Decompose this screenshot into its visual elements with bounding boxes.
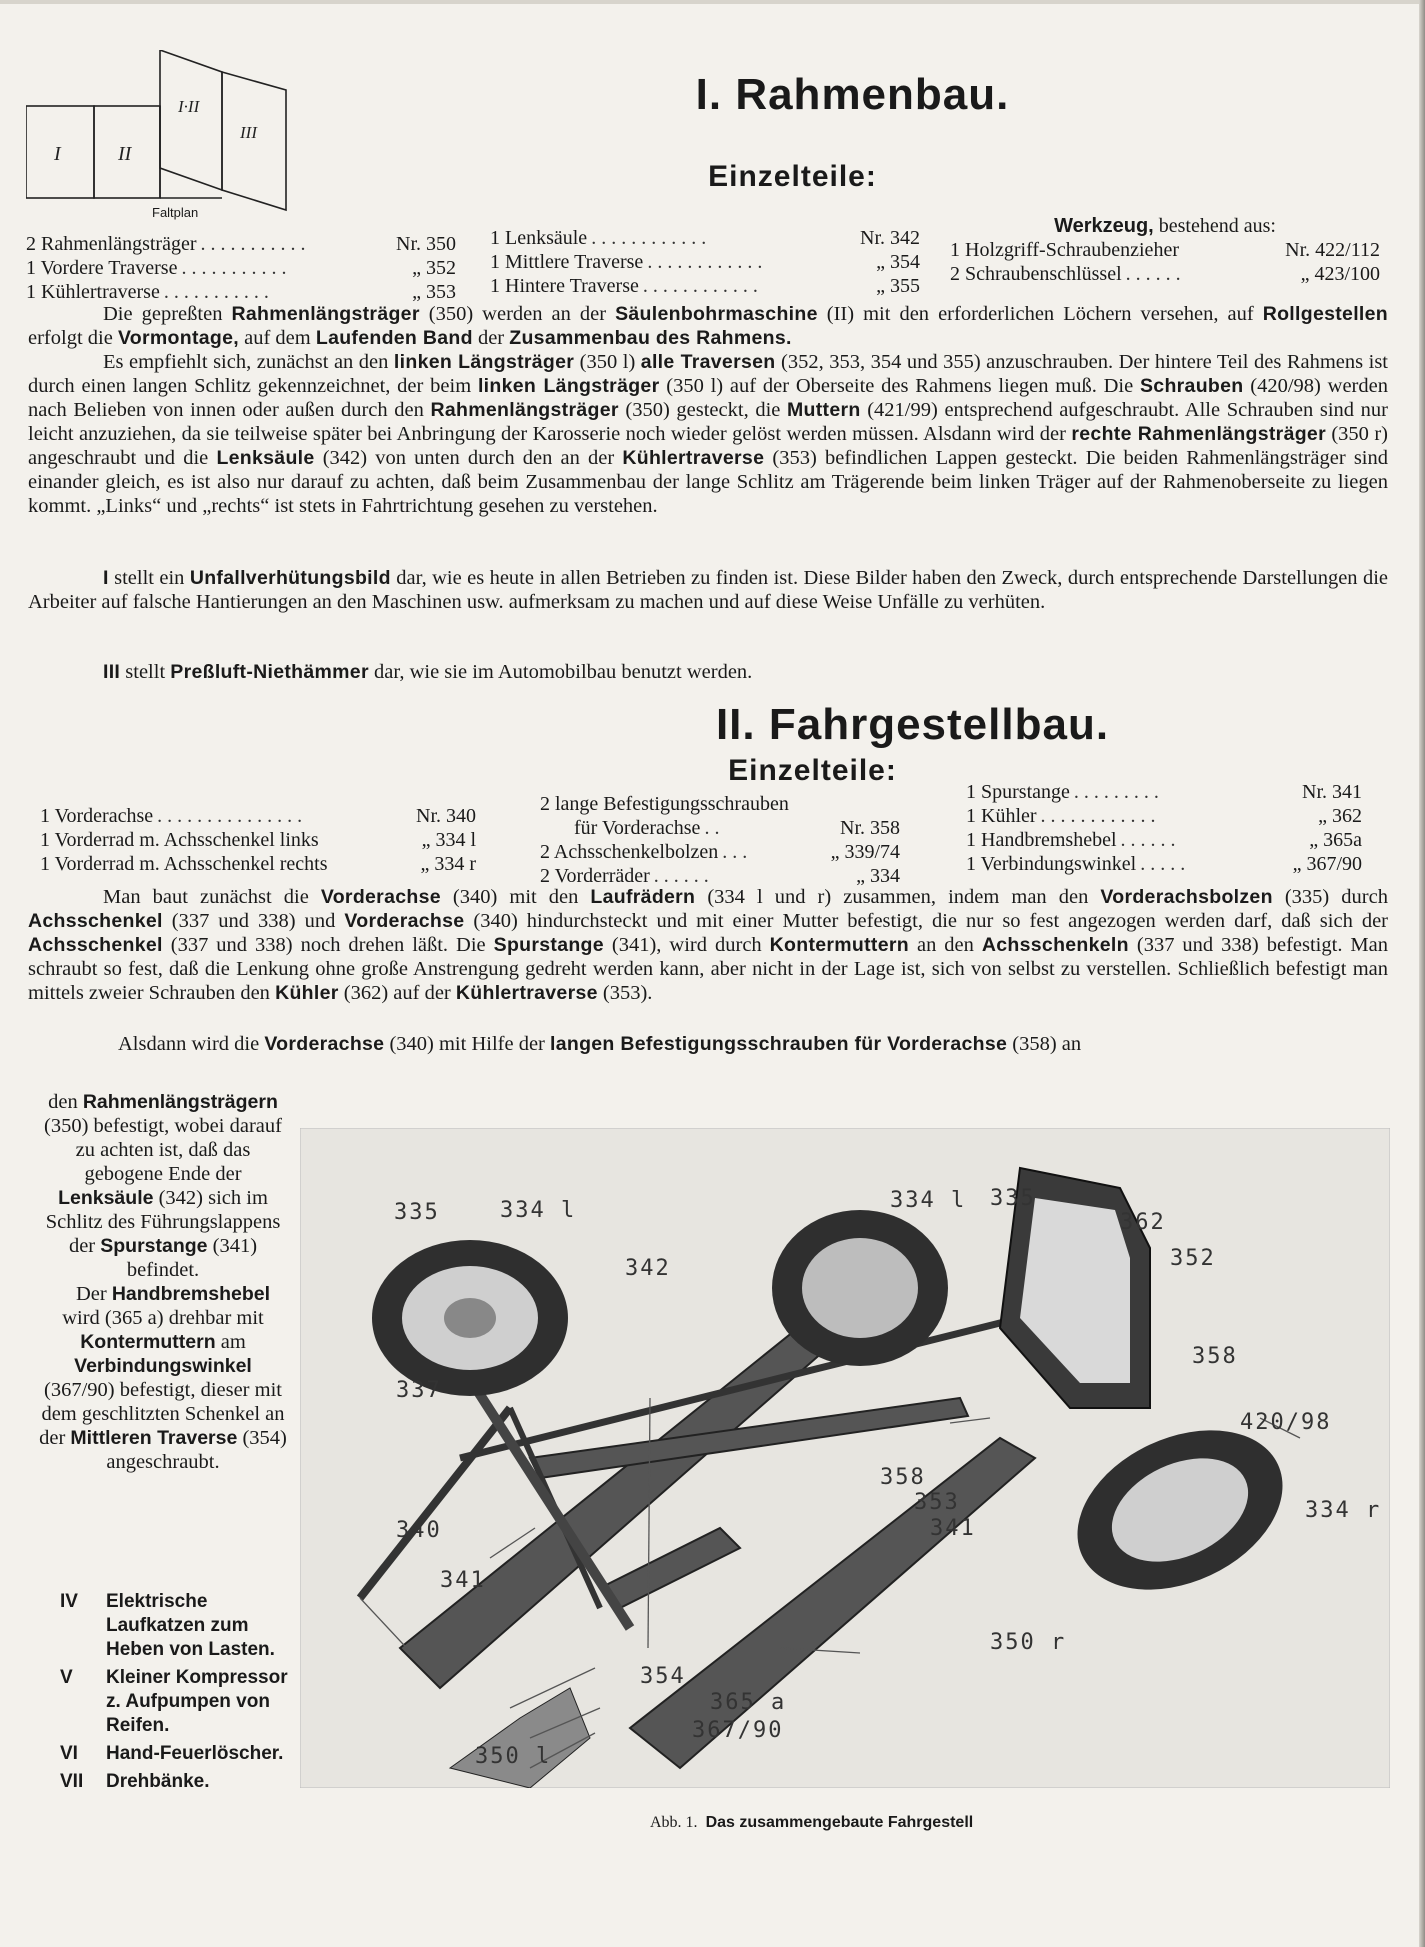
part-row: 1 Mittlere Traverse . . . . . . . . . . . . „ 354: [490, 251, 920, 273]
part-row: 1 Spurstange . . . . . . . . . Nr. 341: [966, 781, 1362, 803]
section-1-parts-col-3: [950, 214, 1380, 286]
part-row: für Vorderachse . . Nr. 358: [574, 817, 900, 839]
faltplan-panel-4: III: [240, 123, 257, 142]
section-1-title: I. Rahmenbau.: [695, 70, 1010, 119]
body-paragraph: Die gepreßten Rahmenlängsträger (350) werden an der Säulenbohrmaschine (II) mit den erforderlichen Löchern versehen, auf Rollgestellen erfolgt die Vormontage, auf dem Laufenden Band der Zusammenbau des Rahmens.: [28, 303, 1388, 349]
part-row: 1 Vorderachse . . . . . . . . . . . . . . . Nr. 340: [40, 805, 476, 827]
faltplan-panel-1: I: [54, 143, 61, 165]
part-row: 1 Kühler . . . . . . . . . . . . „ 362: [966, 805, 1362, 827]
figure-caption: Abb. 1. Das zusammengebaute Fahrgestell: [650, 1814, 974, 1831]
callout: 334 r: [1305, 1498, 1382, 1523]
callout: 367/90: [692, 1718, 784, 1743]
body-paragraph: I stellt ein Unfallverhütungsbild dar, wie es heute in allen Betrieben zu finden ist. Diese Bilder haben den Zweck, durch entsprechende Darstellungen die Arbeiter auf falsche Hantierungen an den Maschinen usw. aufmerksam zu machen und auf diese Weise Unfälle zu verhüten.: [28, 567, 1388, 613]
part-row: 1 Lenksäule . . . . . . . . . . . . Nr. 342: [490, 227, 920, 249]
faltplan-panel-3: I·II: [178, 97, 200, 116]
section-2-parts-col-3: [966, 780, 1362, 876]
section-2-parts-col-1: [40, 804, 476, 876]
part-row: 1 Handbremshebel . . . . . . „ 365a: [966, 829, 1362, 851]
part-row: 1 Vordere Traverse . . . . . . . . . . . „ 352: [26, 257, 456, 279]
callout: 335: [394, 1200, 440, 1225]
chassis-photo: [300, 1128, 1390, 1788]
part-row: 1 Vorderrad m. Achsschenkel rechts „ 334 r: [40, 853, 476, 875]
body-paragraph: Es empfiehlt sich, zunächst an den linken Längsträger (350 l) alle Traversen (352, 353, 354 und 355) anzuschrauben. Der hintere Teil des Rahmens ist durch einen langen Schlitz gekennzeichnet, der beim linken Längsträger (350 l) auf der Oberseite des Rahmens liegen muß. Die Schrauben (420/98) werden nach Belieben von innen oder außen durch den Rahmenlängsträger (350) gesteckt, die Muttern (421/99) entsprechend aufgeschraubt. Alle Schrauben sind nur leicht anzuziehen, da sie teilweise später bei Anbringung der Karosserie noch wieder gelöst werden müssen. Alsdann wird der rechte Rahmenlängsträger (350 r) angeschraubt und die Lenksäule (342) von unten durch den an der Kühlertraverse (353) befindlichen Lappen gesteckt. Die beiden Rahmenlängsträger sind einander gleich, es ist also nur darauf zu achten, daß beim Zusammenbau der lange Schlitz am Trägerende beim linken Träger auf der Rahmenoberseite zu liegen kommt. „Links“ und „rechts“ ist stets in Fahrtrichtung gesehen zu verstehen.: [28, 351, 1388, 517]
plate-legend: [60, 1590, 300, 1798]
tool-heading: Werkzeug, bestehend aus:: [1054, 215, 1276, 237]
callout: 341: [440, 1568, 486, 1593]
part-row: 1 Verbindungswinkel . . . . . „ 367/90: [966, 853, 1362, 875]
section-1-parts-col-2: [490, 226, 920, 298]
callout: 340: [396, 1518, 442, 1543]
section-1-subtitle: Einzelteile:: [708, 160, 877, 193]
body-paragraph: Alsdann wird die Vorderachse (340) mit Hilfe der langen Befestigungsschrauben für Vorderachse (358) an: [118, 1033, 1082, 1055]
callout: 334 l: [890, 1188, 967, 1213]
section-2-parts-col-2: [540, 792, 900, 888]
callout: 358: [1192, 1344, 1238, 1369]
legend-item: VI Hand-Feuerlöscher.: [60, 1743, 284, 1764]
body-paragraph: III stellt Preßluft-Niethämmer dar, wie sie im Automobilbau benutzt werden.: [103, 661, 753, 683]
page-edge-right: [1419, 0, 1425, 1947]
callout: 350 r: [990, 1630, 1067, 1655]
callout: 350 l: [475, 1744, 552, 1769]
callout: 358: [880, 1465, 926, 1490]
part-row: 2 Vorderräder . . . . . . „ 334: [540, 865, 900, 887]
callout: 342: [625, 1256, 671, 1281]
callout: 365 a: [710, 1690, 787, 1715]
part-row: 2 lange Befestigungsschrauben: [540, 793, 789, 815]
callout: 335: [990, 1186, 1036, 1211]
wheel-right-front: [772, 1210, 948, 1366]
part-row: 2 Achsschenkelbolzen . . . „ 339/74: [540, 841, 900, 863]
side-column-text: den Rahmenlängsträgern (350) befestigt, wobei darauf zu achten ist, daß das gebogene Ende der Lenksäule (342) sich im Schlitz des Führungslappens der Spurstange (341) befindet. Der Handbremshebel wird (365 a) drehbar mit Kontermuttern am Verbindungswinkel (367/90) befestigt, dieser mit dem geschlitzten Schenkel an der Mittleren Traverse (354) angeschraubt.: [39, 1091, 287, 1473]
page-edge-top: [0, 0, 1425, 4]
faltplan-label: Faltplan: [152, 205, 199, 220]
body-paragraph: Man baut zunächst die Vorderachse (340) mit den Laufrädern (334 l und r) zusammen, indem man den Vorderachsbolzen (335) durch Achsschenkel (337 und 338) und Vorderachse (340) hindurchsteckt und mit einer Mutter befestigt, die nur so fest angezogen werden darf, daß sich der Achsschenkel (337 und 338) noch drehen läßt. Die Spurstange (341), wird durch Kontermuttern an den Achsschenkeln (337 und 338) befestigt. Man schraubt so fest, daß die Lenkung ohne große Anstrengung gedreht werden kann, aber nicht in der Lage ist, sich von selbst zu verstellen. Schließlich befestigt man mittels zweier Schrauben den Kühler (362) auf der Kühlertraverse (353).: [28, 886, 1389, 1004]
callout: 352: [1170, 1246, 1216, 1271]
callout: 337: [396, 1378, 442, 1403]
section-2-title: II. Fahrgestellbau.: [715, 700, 1110, 749]
part-row: 2 Schraubenschlüssel . . . . . . „ 423/100: [950, 263, 1380, 285]
faltplan-panel-2: II: [118, 143, 132, 165]
callout: 334 l: [500, 1198, 577, 1223]
callout: 362: [1120, 1210, 1166, 1235]
callout: 341: [930, 1516, 976, 1541]
callout: 420/98: [1240, 1410, 1332, 1435]
callout: 354: [640, 1664, 686, 1689]
callout: 353: [914, 1490, 960, 1515]
part-row: 1 Hintere Traverse . . . . . . . . . . . . „ 355: [490, 275, 920, 297]
part-row: 2 Rahmenlängsträger . . . . . . . . . . . Nr. 350: [26, 233, 456, 255]
legend-item: V Kleiner Kompressor z. Aufpumpen von Reifen.: [60, 1667, 288, 1736]
part-row: 1 Kühlertraverse . . . . . . . . . . . „ 353: [26, 281, 456, 303]
part-row: 1 Vorderrad m. Achsschenkel links „ 334 l: [40, 829, 476, 851]
part-row: 1 Holzgriff-Schraubenzieher Nr. 422/112: [950, 239, 1380, 261]
wheel-left: [372, 1240, 568, 1396]
legend-item: IV Elektrische Laufkatzen zum Heben von Lasten.: [60, 1591, 275, 1660]
legend-item: VII Drehbänke.: [60, 1771, 210, 1792]
section-2-subtitle: Einzelteile:: [728, 754, 897, 787]
section-1-parts-col-1: [26, 232, 456, 304]
